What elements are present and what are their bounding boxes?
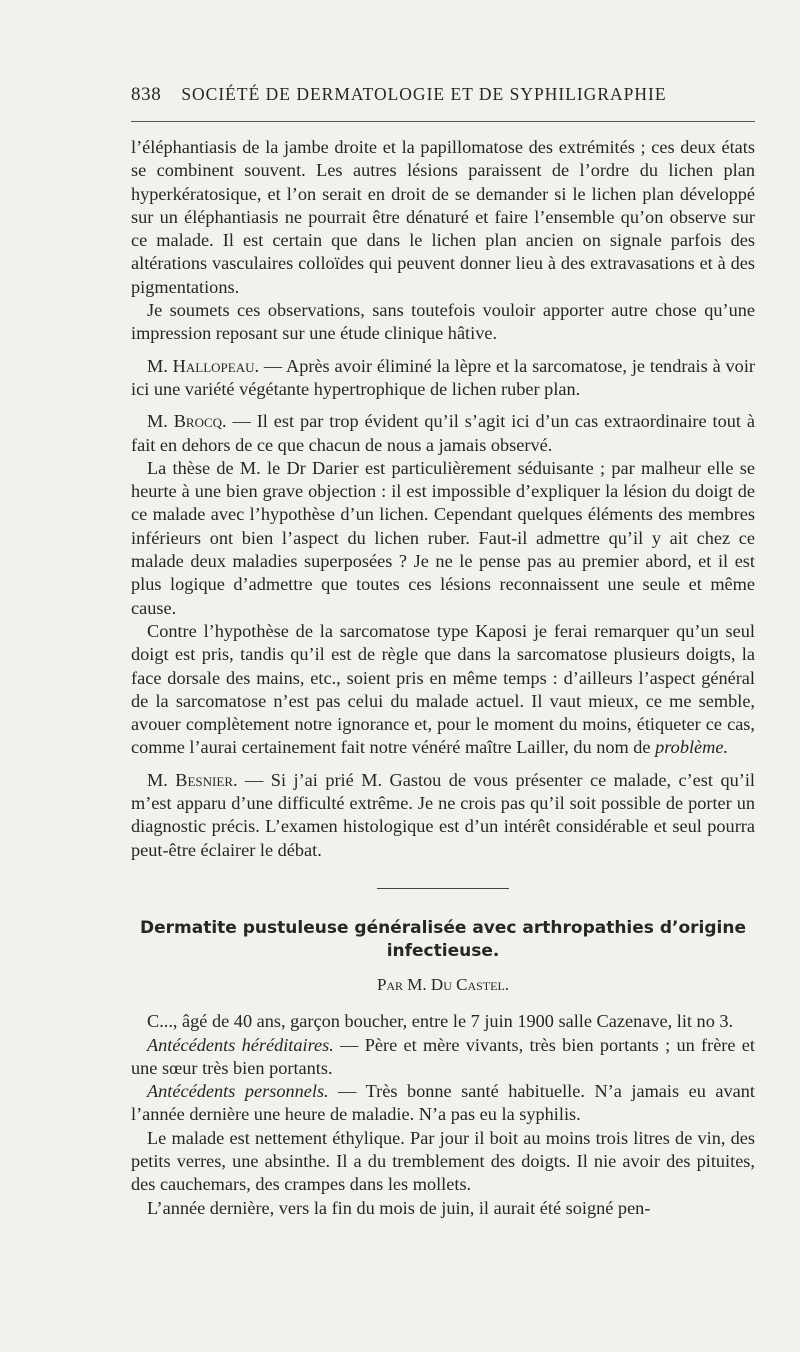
speech-text: — Après avoir éliminé la lèpre et la sarcomatose, je tendrais à voir ici une variété végétante hypertrophique de lichen ruber plan. — [131, 355, 755, 399]
speech-text: — Il est par trop évident qu’il s’agit ici d’un cas extraordinaire tout à fait en dehors de ce que chacun de nous a jamais observé. — [131, 411, 755, 455]
paragraph: La thèse de M. le Dr Darier est particulièrement séduisante ; par malheur elle se heurte à une bien grave objection : il est impossible d’expliquer la lésion du doigt de ce malade avec l’hypothèse d’un lichen. Cependant quelques éléments des membres inférieurs ont bien l’aspect du lichen ruber. Faut-il admettre qu’il y ait chez ce malade deux maladies superposées ? Je ne le pense pas au premier abord, et il est plus logique d’admettre que toutes ces lésions reconnaissent une seule et même cause. — [131, 457, 755, 618]
page-number: 838 — [131, 84, 162, 105]
paragraph: Le malade est nettement éthylique. Par jour il boit au moins trois litres de vin, des petits verres, une absinthe. Il a du tremblement des doigts. Il nie avoir des pituites, des cauchemars, des crampes dans les mollets. — [131, 1127, 755, 1195]
paragraph-text: — Père et mère vivants, très bien portants ; un frère et une sœur très bien portants. — [131, 1034, 755, 1078]
paragraph — [131, 620, 755, 760]
section-label: Antécédents héréditaires. — [147, 1034, 334, 1055]
paragraph-text: Contre l’hypothèse de la sarcomatose type Kaposi je ferai remarquer qu’un seul doigt est pris, tandis qu’il est de règle que dans la sarcomatose plusieurs doigts, la face dorsale des mains, etc., soient pris en même temps : d’ailleurs l’aspect général de la sarcomatose n’est pas celui du malade actuel. Il vaut mieux, ce me semble, avouer complètement notre ignorance et, pour le moment du moins, étiqueter ce cas, comme l’aurai certainement fait notre vénéré maître Lailler, du nom de — [131, 620, 755, 758]
article-title-line: infectieuse. — [386, 940, 500, 961]
italic-word: problème. — [655, 737, 729, 758]
paragraph — [131, 1034, 755, 1081]
speaker-name: M. Besnier. — [147, 769, 238, 790]
paragraph: l’éléphantiasis de la jambe droite et la papillomatose des extrémités ; ces deux états se combinent souvent. Les autres lésions paraissent de l’ordre du lichen plan hyperkératosique, et l’on serait en droit de se demander si le lichen plan développé sur un éléphantiasis ne pourrait être dénaturé et faire l’ensemble qu’on observe sur ce malade. Il est certain que dans le lichen plan ancien on signale parfois des altérations vasculaires colloïdes qui peuvent donner lieu à des extravasations et à des pigmentations. — [131, 137, 755, 297]
section-label: Antécédents personnels. — [147, 1081, 329, 1102]
running-title: SOCIÉTÉ DE DERMATOLOGIE ET DE SYPHILIGRAPHIE — [181, 84, 667, 104]
hallopeau-intervention — [131, 355, 755, 402]
paragraph — [131, 1080, 755, 1127]
header-rule — [131, 121, 755, 122]
besnier-intervention — [131, 769, 755, 862]
speaker-name: M. Brocq. — [147, 411, 227, 432]
article-title-line: Dermatite pustuleuse généralisée avec arthropathies d’origine — [140, 917, 746, 938]
paragraph: Je soumets ces observations, sans toutefois vouloir apporter autre chose qu’une impression reposant sur une étude clinique hâtive. — [131, 300, 755, 344]
running-header — [131, 84, 755, 106]
section-divider — [377, 888, 509, 889]
article-title — [131, 917, 755, 963]
brocq-intervention — [131, 410, 755, 457]
paragraph: C..., âgé de 40 ans, garçon boucher, entre le 7 juin 1900 salle Cazenave, lit no 3. — [147, 1011, 734, 1032]
paragraph: L’année dernière, vers la fin du mois de juin, il aurait été soigné pen- — [147, 1197, 651, 1218]
article-byline: Par M. Du Castel. — [376, 974, 510, 994]
paragraph-text: — Très bonne santé habituelle. N’a jamais eu avant l’année dernière une heure de maladie. N’a pas eu la syphilis. — [131, 1081, 755, 1125]
speaker-name: M. Hallopeau. — [147, 355, 260, 376]
speech-text: — Si j’ai prié M. Gastou de vous présenter ce malade, c’est qu’il m’est apparu d’une difficulté extrême. Je ne crois pas qu’il soit possible de porter un diagnostic précis. L’examen histologique est d’un intérêt considérable et seul pourra peut-être éclairer le débat. — [131, 769, 755, 860]
body-text — [131, 136, 755, 1220]
